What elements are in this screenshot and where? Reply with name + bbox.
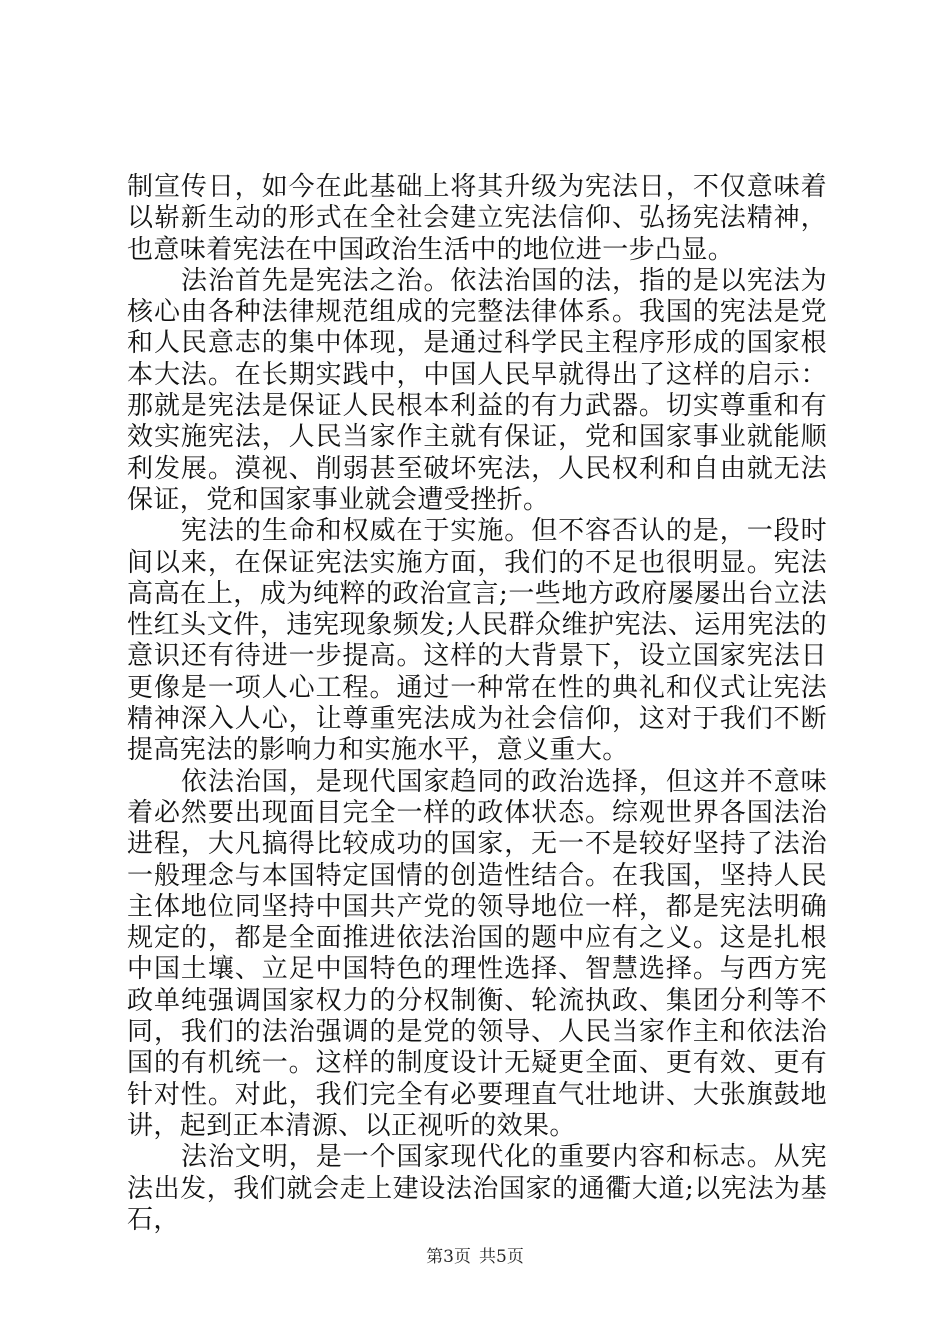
paragraph-1: 制宣传日，如今在此基础上将其升级为宪法日，不仅意味着以崭新生动的形式在全社会建立宪法信仰、弘扬宪法精神，也意味着宪法在中国政治生活中的地位进一步凸显。	[127, 172, 827, 265]
paragraph-4: 依法治国，是现代国家趋同的政治选择，但这并不意味着必然要出现面目完全一样的政体状态。综观世界各国法治进程，大凡搞得比较成功的国家，无一不是较好坚持了法治一般理念与本国特定国情的创造性结合。在我国，坚持人民主体地位同坚持中国共产党的领导地位一样，都是宪法明确规定的，都是全面推进依法治国的题中应有之义。这是扎根中国土壤、立足中国特色的理性选择、智慧选择。与西方宪政单纯强调国家权力的分权制衡、轮流执政、集团分利等不同，我们的法治强调的是党的领导、人民当家作主和依法治国的有机统一。这样的制度设计无疑更全面、更有效、更有针对性。对此，我们完全有必要理直气壮地讲、大张旗鼓地讲，起到正本清源、以正视听的效果。	[127, 766, 827, 1141]
paragraph-5: 法治文明，是一个国家现代化的重要内容和标志。从宪法出发，我们就会走上建设法治国家的通衢大道;以宪法为基石，	[127, 1142, 827, 1235]
document-body	[127, 172, 827, 1236]
page-footer	[0, 1242, 950, 1267]
page-total: 共5页	[479, 1247, 524, 1267]
paragraph-2: 法治首先是宪法之治。依法治国的法，指的是以宪法为核心由各种法律规范组成的完整法律体系。我国的宪法是党和人民意志的集中体现，是通过科学民主程序形成的国家根本大法。在长期实践中，中国人民早就得出了这样的启示：那就是宪法是保证人民根本利益的有力武器。切实尊重和有效实施宪法，人民当家作主就有保证，党和国家事业就能顺利发展。漠视、削弱甚至破坏宪法，人民权利和自由就无法保证，党和国家事业就会遭受挫折。	[127, 265, 827, 515]
paragraph-3: 宪法的生命和权威在于实施。但不容否认的是，一段时间以来，在保证宪法实施方面，我们的不足也很明显。宪法高高在上，成为纯粹的政治宣言;一些地方政府屡屡出台立法性红头文件，违宪现象频发;人民群众维护宪法、运用宪法的意识还有待进一步提高。这样的大背景下，设立国家宪法日更像是一项人心工程。通过一种常在性的典礼和仪式让宪法精神深入人心，让尊重宪法成为社会信仰，这对于我们不断提高宪法的影响力和实施水平，意义重大。	[127, 516, 827, 766]
page-number: 第3页	[426, 1247, 471, 1267]
